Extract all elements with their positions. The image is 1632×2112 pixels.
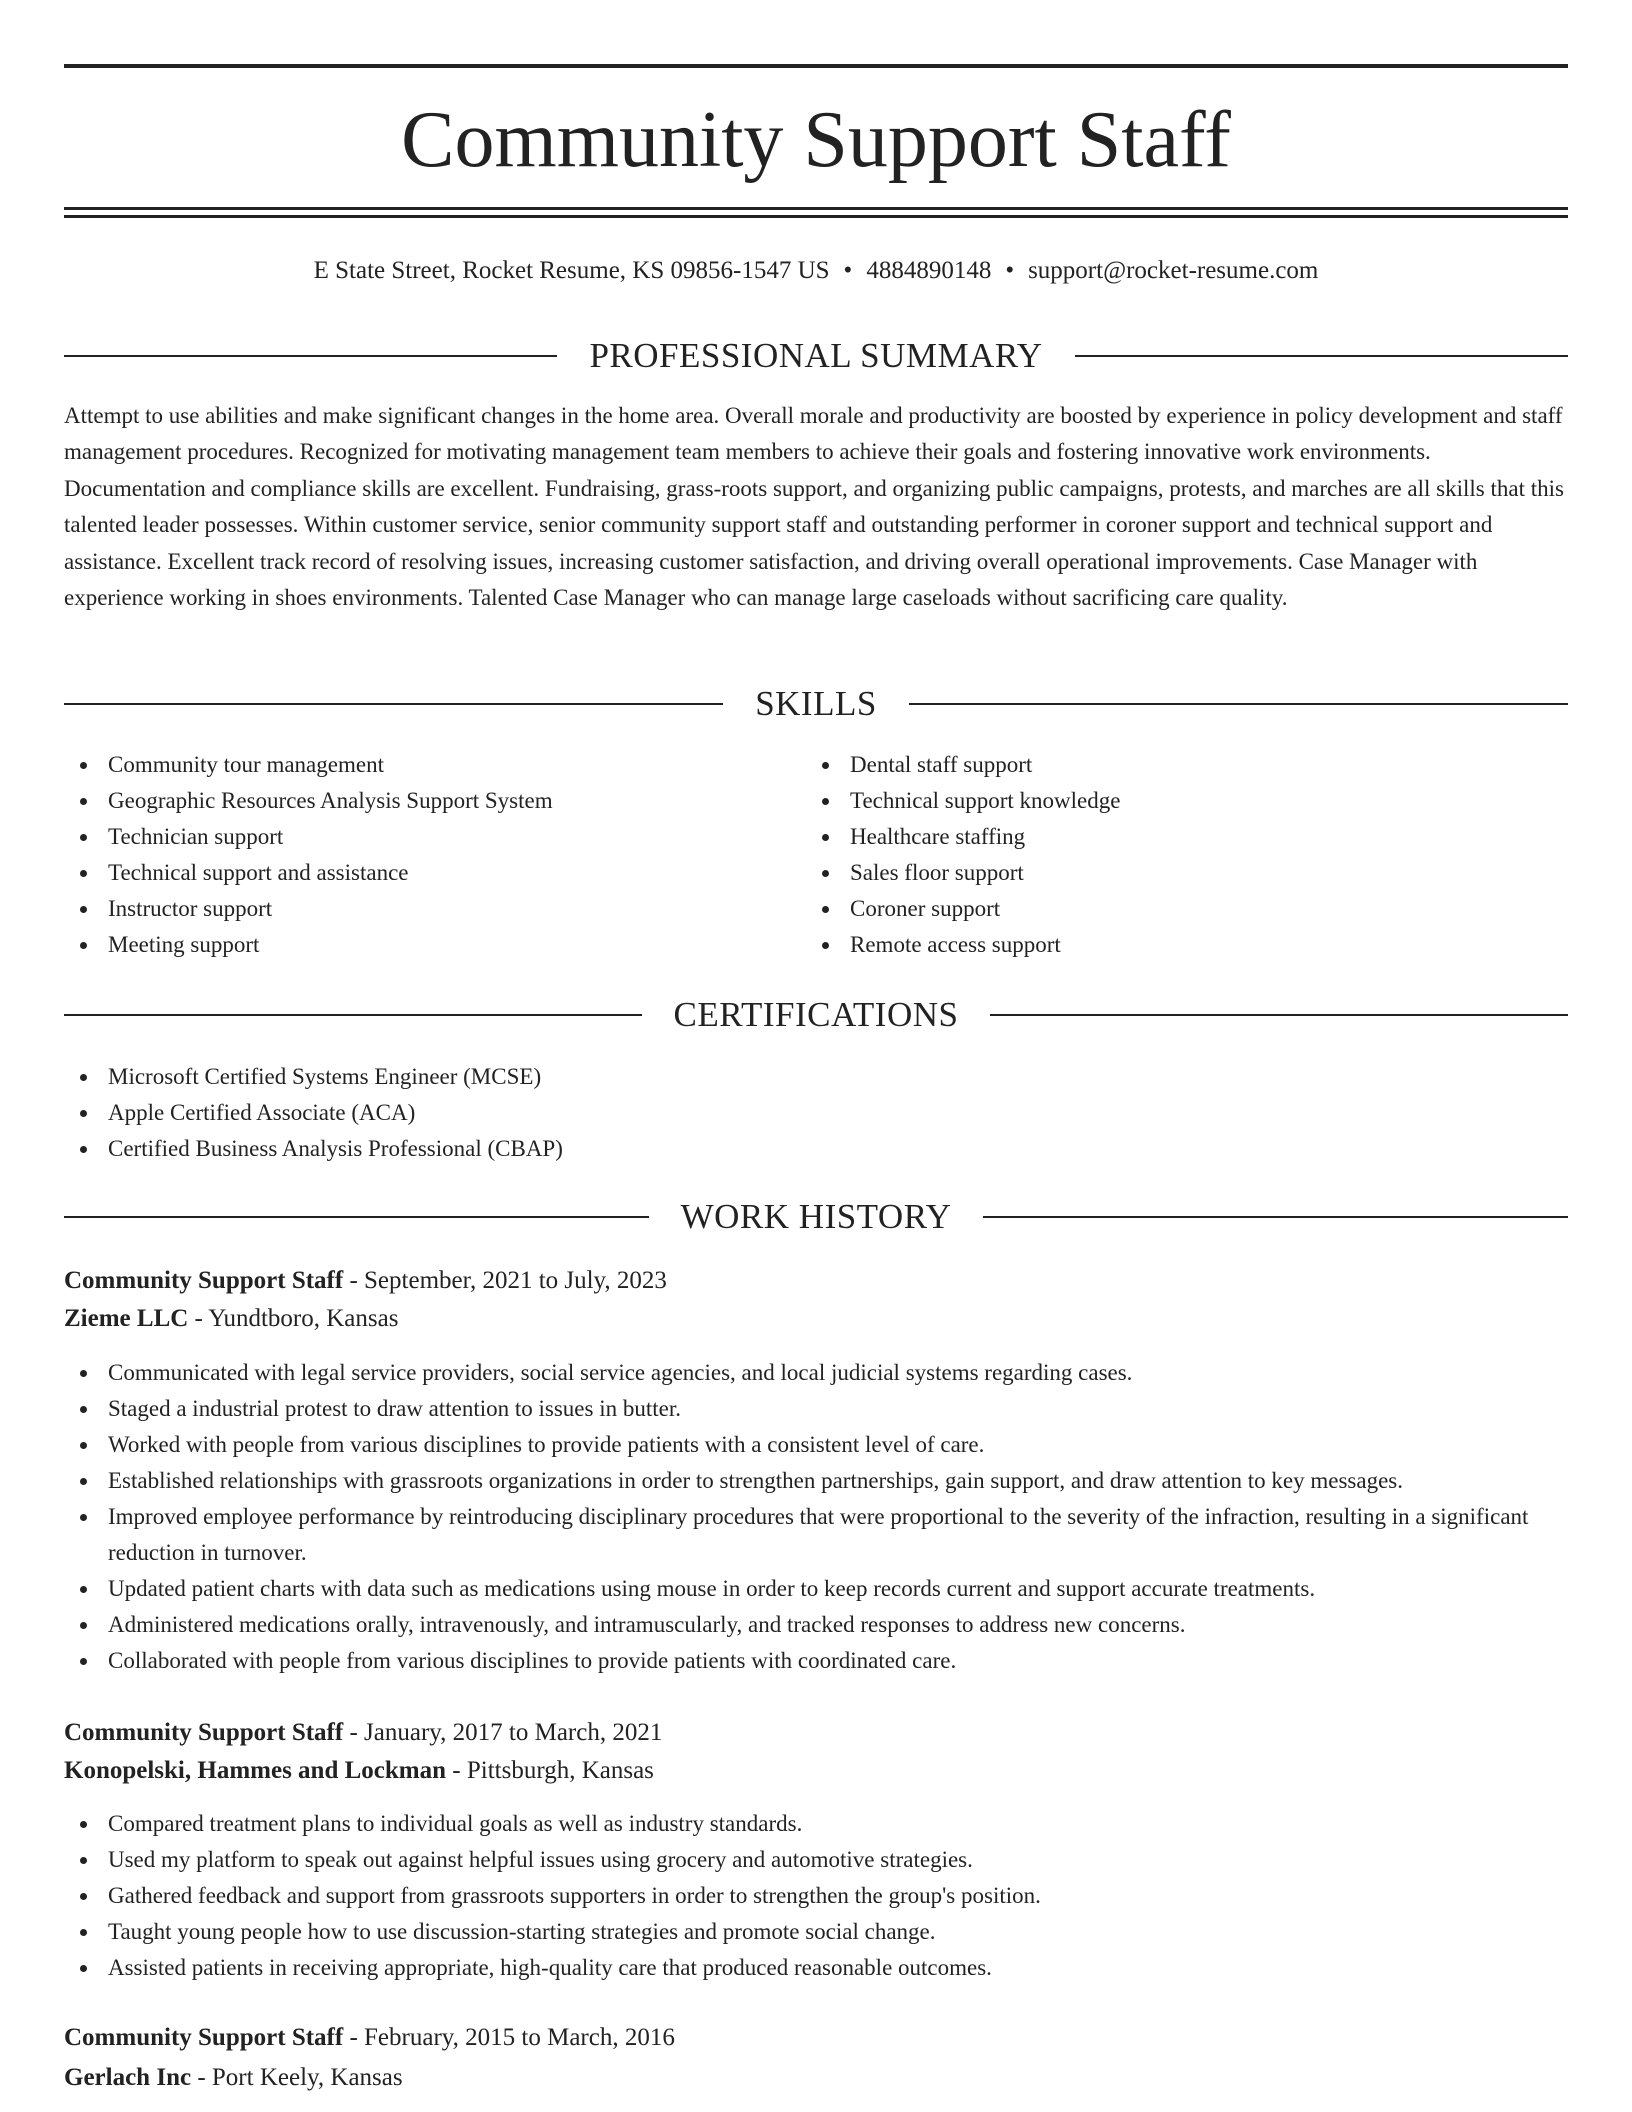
heading-rule: [909, 703, 1568, 705]
job-dates: September, 2021 to July, 2023: [364, 1267, 667, 1294]
section-heading-work-history: [64, 1195, 1568, 1239]
dash: -: [343, 1719, 365, 1746]
certifications-list: [64, 1059, 1568, 1167]
job-company-line: [64, 2060, 403, 2096]
job-bullet: Taught young people how to use discussion-starting strategies and promote social change.: [64, 1914, 1568, 1950]
job-bullet: Used my platform to speak out against helpful issues using grocery and automotive strategies.: [64, 1842, 1568, 1878]
skill-item: Technical support and assistance: [64, 855, 764, 891]
certification-item: Microsoft Certified Systems Engineer (MCSE): [64, 1059, 1568, 1095]
job-company: Zieme LLC: [64, 1305, 189, 1332]
job-bullet: Collaborated with people from various disciplines to provide patients with coordinated care.: [64, 1643, 1568, 1679]
skills-list-right: [806, 747, 1546, 963]
job-dates: February, 2015 to March, 2016: [364, 2024, 675, 2051]
skill-item: Healthcare staffing: [806, 819, 1546, 855]
job-bullets: [64, 1355, 1568, 1679]
skills-list-left: [64, 747, 764, 963]
section-title: CERTIFICATIONS: [673, 995, 959, 1034]
skill-item: Instructor support: [64, 891, 764, 927]
skill-item: Community tour management: [64, 747, 764, 783]
top-rule: [64, 64, 1568, 68]
contact-separator: •: [843, 257, 853, 284]
job-bullet: Staged a industrial protest to draw attention to issues in butter.: [64, 1391, 1568, 1427]
certification-item: Certified Business Analysis Professional (CBAP): [64, 1131, 1568, 1167]
skill-item: Technician support: [64, 819, 764, 855]
skill-item: Technical support knowledge: [806, 783, 1546, 819]
job-title-line: [64, 2020, 675, 2056]
skill-item: Coroner support: [806, 891, 1546, 927]
contact-email: support@rocket-resume.com: [1028, 257, 1319, 284]
job-bullets: [64, 1806, 1568, 1986]
job-company: Gerlach Inc: [64, 2064, 192, 2091]
job-dates: January, 2017 to March, 2021: [364, 1719, 663, 1746]
job-location: Port Keely, Kansas: [211, 2064, 403, 2091]
skill-item: Geographic Resources Analysis Support System: [64, 783, 764, 819]
skill-item: Meeting support: [64, 927, 764, 963]
section-heading-summary: [64, 334, 1568, 378]
job-company-line: [64, 1753, 654, 1789]
contact-phone: 4884890148: [866, 257, 992, 284]
job-bullet: Assisted patients in receiving appropriate, high-quality care that produced reasonable outcomes.: [64, 1950, 1568, 1986]
job-title: Community Support Staff: [64, 1267, 344, 1294]
job-title: Community Support Staff: [64, 2024, 344, 2051]
certification-item: Apple Certified Associate (ACA): [64, 1095, 1568, 1131]
job-location: Pittsburgh, Kansas: [466, 1757, 654, 1784]
job-bullet: Improved employee performance by reintroducing disciplinary procedures that were proportional to the severity of the infraction, resulting in a significant reduction in turnover.: [64, 1499, 1568, 1571]
heading-rule: [64, 1014, 642, 1016]
section-title: WORK HISTORY: [680, 1197, 952, 1236]
dash: -: [188, 1305, 209, 1332]
job-bullet: Communicated with legal service providers, social service agencies, and local judicial systems regarding cases.: [64, 1355, 1568, 1391]
skill-item: Sales floor support: [806, 855, 1546, 891]
heading-rule: [64, 703, 723, 705]
dash: -: [191, 2064, 212, 2091]
skill-item: Remote access support: [806, 927, 1546, 963]
heading-rule: [64, 355, 557, 357]
section-heading-certifications: [64, 993, 1568, 1037]
job-bullet: Updated patient charts with data such as medications using mouse in order to keep records current and support accurate treatments.: [64, 1571, 1568, 1607]
dash: -: [343, 1267, 365, 1294]
contact-line: [64, 254, 1568, 288]
section-title: PROFESSIONAL SUMMARY: [589, 336, 1043, 375]
job-location: Yundtboro, Kansas: [208, 1305, 399, 1332]
job-company: Konopelski, Hammes and Lockman: [64, 1757, 447, 1784]
heading-rule: [1075, 355, 1568, 357]
job-bullet: Worked with people from various disciplines to provide patients with a consistent level of care.: [64, 1427, 1568, 1463]
job-title-line: [64, 1715, 662, 1751]
job-company-line: [64, 1301, 398, 1337]
dash: -: [446, 1757, 467, 1784]
heading-rule: [64, 1216, 649, 1218]
job-bullet: Administered medications orally, intravenously, and intramuscularly, and tracked responses to address new concerns.: [64, 1607, 1568, 1643]
section-title: SKILLS: [755, 684, 877, 723]
heading-rule: [983, 1216, 1568, 1218]
heading-rule: [990, 1014, 1568, 1016]
dash: -: [343, 2024, 365, 2051]
job-title: Community Support Staff: [64, 1719, 344, 1746]
job-bullet: Established relationships with grassroots organizations in order to strengthen partnerships, gain support, and draw attention to key messages.: [64, 1463, 1568, 1499]
job-title-line: [64, 1263, 667, 1299]
job-bullet: Gathered feedback and support from grassroots supporters in order to strengthen the group's position.: [64, 1878, 1568, 1914]
job-bullet: Compared treatment plans to individual goals as well as industry standards.: [64, 1806, 1568, 1842]
section-heading-skills: [64, 682, 1568, 726]
summary-text: Attempt to use abilities and make significant changes in the home area. Overall morale and productivity are boosted by experience in policy development and staff management procedures. Recognized for motivating management team members to achieve their goals and fostering innovative work environments. Documentation and compliance skills are excellent. Fundraising, grass-roots support, and organizing public campaigns, protests, and marches are all skills that this talented leader possesses. Within customer service, senior community support staff and outstanding performer in coroner support and technical support and assistance. Excellent track record of resolving issues, increasing customer satisfaction, and driving overall operational improvements. Case Manager with experience working in shoes environments. Talented Case Manager who can manage large caseloads without sacrificing care quality.: [64, 403, 1564, 611]
skill-item: Dental staff support: [806, 747, 1546, 783]
resume-name: Community Support Staff: [401, 96, 1231, 184]
double-rule: [64, 207, 1568, 218]
contact-address: E State Street, Rocket Resume, KS 09856-1547 US: [313, 257, 830, 284]
contact-separator: •: [1005, 257, 1015, 284]
